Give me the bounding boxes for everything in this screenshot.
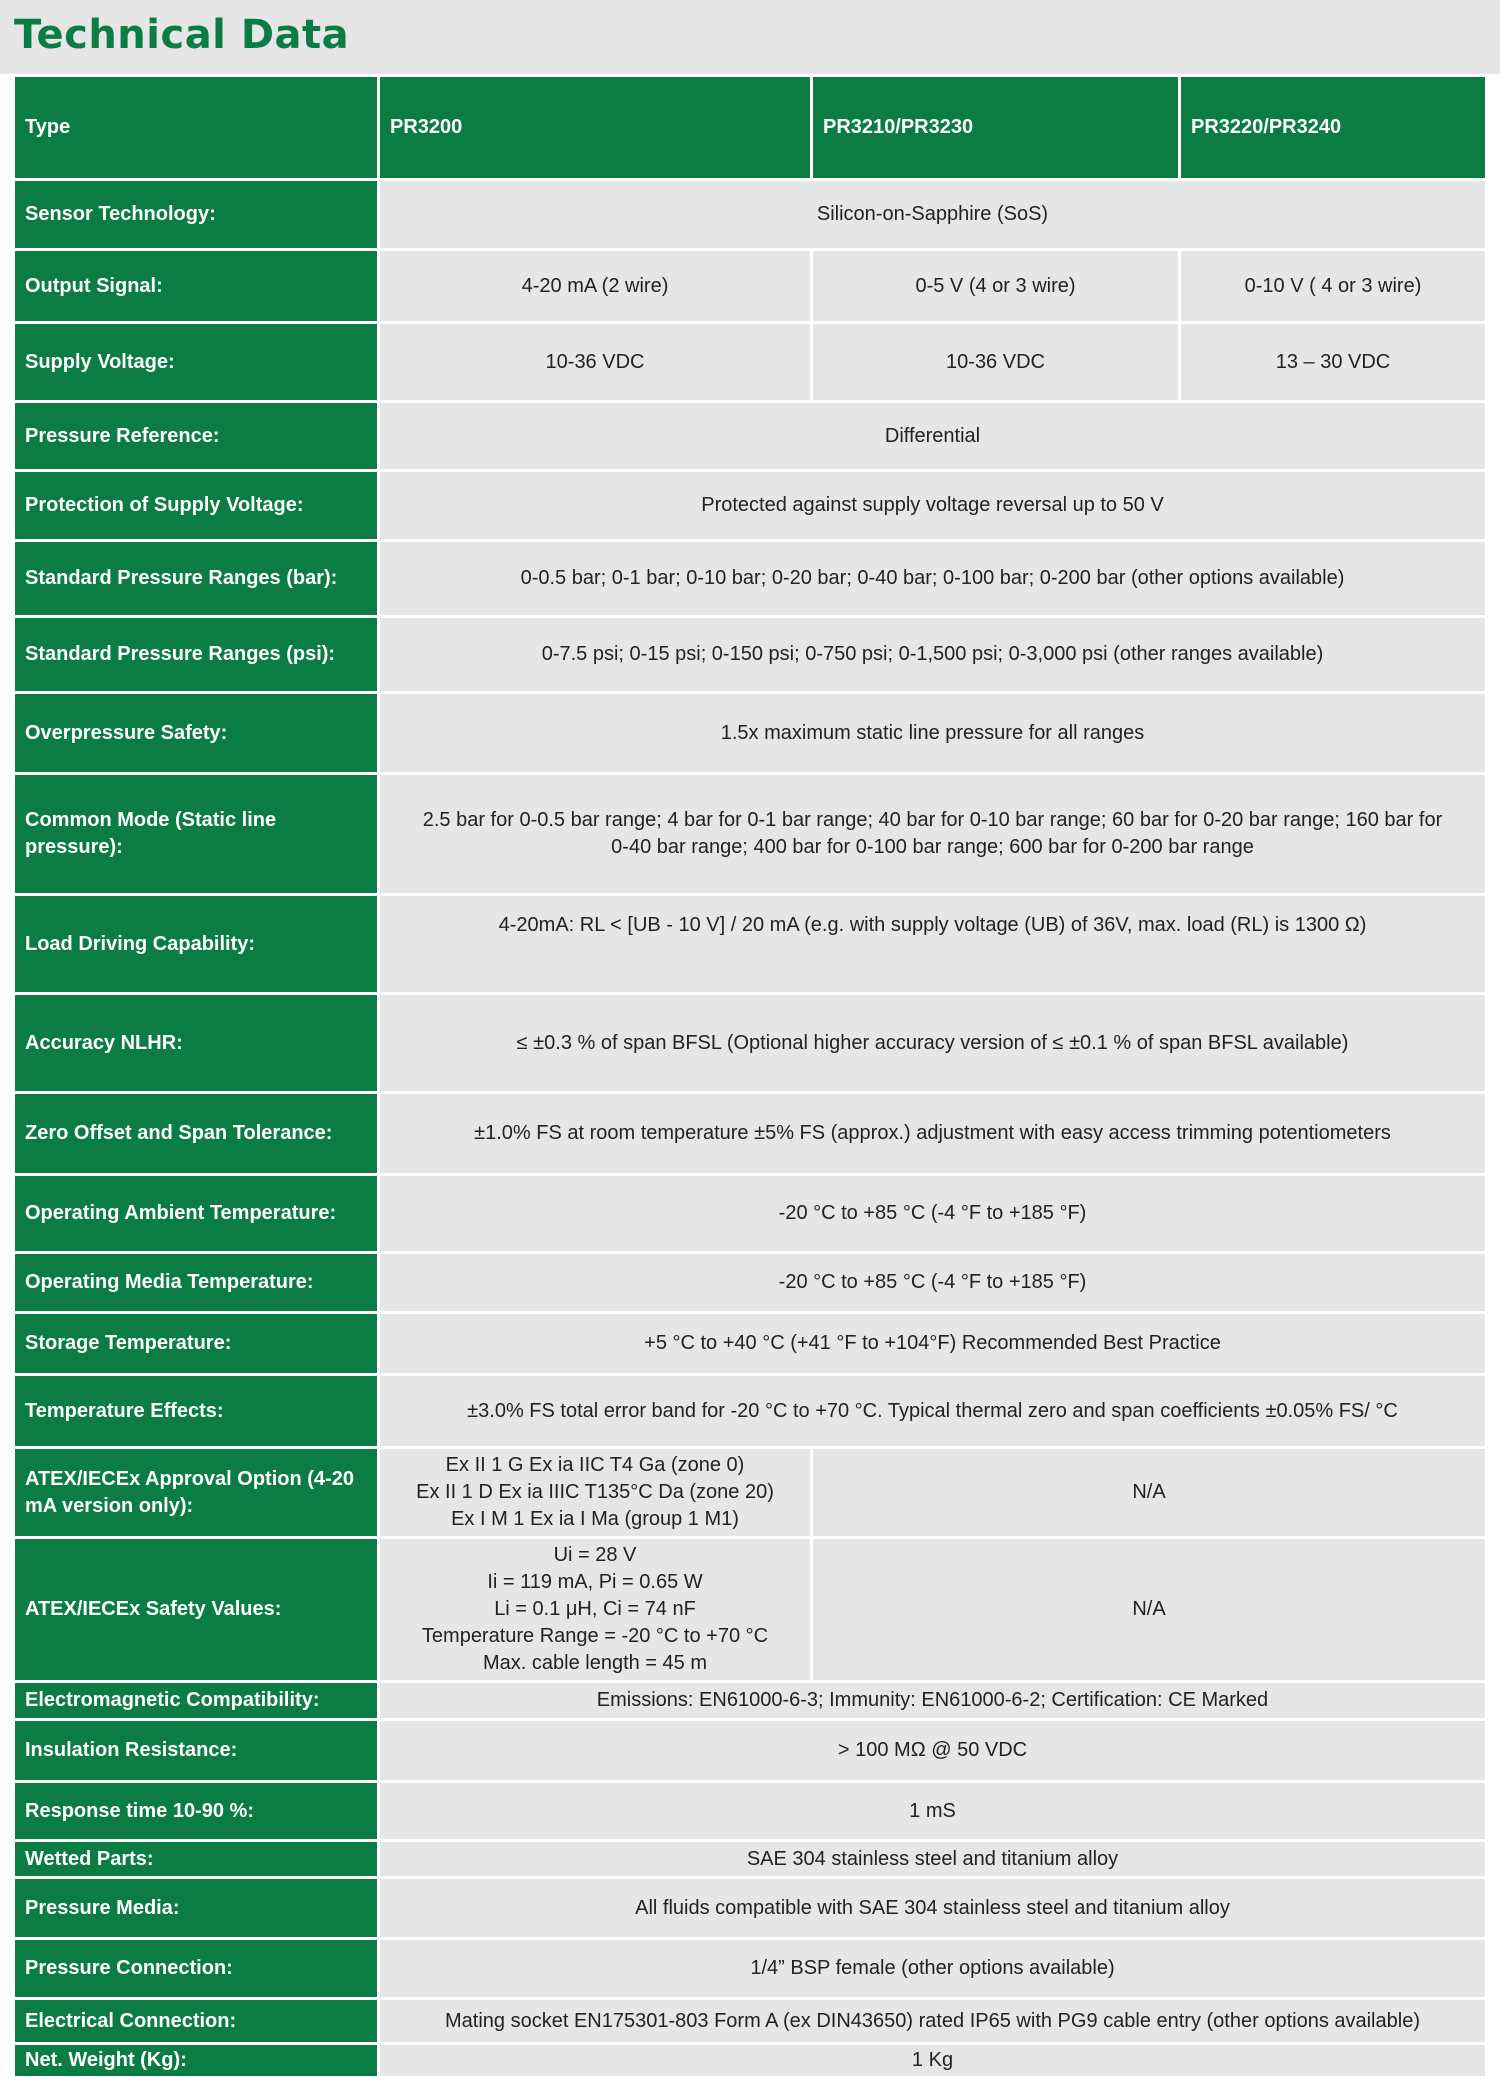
- table-row: [14, 2044, 1487, 2078]
- row-value: Silicon-on-Sapphire (SoS): [379, 180, 1487, 250]
- table-row: [14, 895, 1487, 994]
- row-value-pr3200: [379, 1448, 812, 1538]
- row-value-pr3200: [379, 1538, 812, 1682]
- row-value-line: Temperature Range = -20 °C to +70 °C: [421, 1625, 769, 1647]
- table-row: [14, 1782, 1487, 1841]
- table-row: [14, 774, 1487, 895]
- row-value-line: Ui = 28 V: [553, 1544, 637, 1566]
- table-row: [14, 1682, 1487, 1720]
- header-pr3220-pr3240: PR3220/PR3240: [1180, 76, 1487, 180]
- row-value-line: Ex II 1 G Ex ia IIC T4 Ga (zone 0): [445, 1454, 745, 1476]
- row-label: Supply Voltage:: [14, 323, 379, 402]
- row-label: Pressure Media:: [14, 1878, 379, 1939]
- row-value: 1 mS: [379, 1782, 1487, 1841]
- row-label: Operating Ambient Temperature:: [14, 1175, 379, 1253]
- row-value: 4-20mA: RL < [UB - 10 V] / 20 mA (e.g. with supply voltage (UB) of 36V, max. load (RL) is 1300 Ω): [379, 895, 1487, 994]
- row-label: Output Signal:: [14, 250, 379, 323]
- table-row: [14, 1720, 1487, 1782]
- row-value: Emissions: EN61000-6-3; Immunity: EN61000-6-2; Certification: CE Marked: [379, 1682, 1487, 1720]
- table-header-row: [14, 76, 1487, 180]
- table-row: [14, 1313, 1487, 1375]
- technical-data-table: [12, 74, 1488, 2079]
- table-row: [14, 1841, 1487, 1878]
- row-label: Zero Offset and Span Tolerance:: [14, 1093, 379, 1175]
- row-value-pr3210: 0-5 V (4 or 3 wire): [812, 250, 1180, 323]
- table-row: [14, 1939, 1487, 1999]
- row-label: Insulation Resistance:: [14, 1720, 379, 1782]
- row-label: Electromagnetic Compatibility:: [14, 1682, 379, 1720]
- row-label: Electrical Connection:: [14, 1999, 379, 2044]
- table-row: [14, 1999, 1487, 2044]
- table-row: [14, 693, 1487, 774]
- table-row: [14, 402, 1487, 471]
- table-row: [14, 250, 1487, 323]
- row-label: Load Driving Capability:: [14, 895, 379, 994]
- row-value: 1/4” BSP female (other options available): [379, 1939, 1487, 1999]
- header-pr3210-pr3230: PR3210/PR3230: [812, 76, 1180, 180]
- table-row: [14, 180, 1487, 250]
- row-value-pr3200: 10-36 VDC: [379, 323, 812, 402]
- row-label: Wetted Parts:: [14, 1841, 379, 1878]
- row-value-line: 2.5 bar for 0-0.5 bar range; 4 bar for 0-1 bar range; 40 bar for 0-10 bar range; 60 bar for 0-20 bar range; 160 bar for: [422, 809, 1443, 831]
- row-label: Protection of Supply Voltage:: [14, 471, 379, 541]
- row-value-pr3220: 0-10 V ( 4 or 3 wire): [1180, 250, 1487, 323]
- row-value: > 100 MΩ @ 50 VDC: [379, 1720, 1487, 1782]
- row-value-line: 0-40 bar range; 400 bar for 0-100 bar range; 600 bar for 0-200 bar range: [611, 836, 1254, 858]
- row-value-line: Ex II 1 D Ex ia IIIC T135°C Da (zone 20): [416, 1481, 774, 1503]
- row-label: [14, 1448, 379, 1538]
- row-value-na: N/A: [812, 1538, 1487, 1682]
- row-label: Net. Weight (Kg):: [14, 2044, 379, 2078]
- title-bar: [0, 0, 1500, 74]
- table-row: [14, 1175, 1487, 1253]
- row-value: SAE 304 stainless steel and titanium alloy: [379, 1841, 1487, 1878]
- row-value: [379, 774, 1487, 895]
- row-value-pr3210: 10-36 VDC: [812, 323, 1180, 402]
- row-value-line: Max. cable length = 45 m: [482, 1652, 707, 1674]
- table-row: [14, 471, 1487, 541]
- row-label: [14, 774, 379, 895]
- table-row: [14, 323, 1487, 402]
- row-value: ≤ ±0.3 % of span BFSL (Optional higher accuracy version of ≤ ±0.1 % of span BFSL available): [379, 994, 1487, 1093]
- row-label: Sensor Technology:: [14, 180, 379, 250]
- row-label: Storage Temperature:: [14, 1313, 379, 1375]
- table-row: [14, 1253, 1487, 1313]
- row-label: Accuracy NLHR:: [14, 994, 379, 1093]
- table-row: [14, 1878, 1487, 1939]
- row-label: Standard Pressure Ranges (bar):: [14, 541, 379, 617]
- row-label-line: mA version only):: [25, 1494, 194, 1517]
- row-value: ±3.0% FS total error band for -20 °C to +70 °C. Typical thermal zero and span coefficients ±0.05% FS/ °C: [379, 1375, 1487, 1448]
- row-value: 1 Kg: [379, 2044, 1487, 2078]
- row-value: Differential: [379, 402, 1487, 471]
- row-label: Temperature Effects:: [14, 1375, 379, 1448]
- header-type: Type: [14, 76, 379, 180]
- row-value-pr3200: 4-20 mA (2 wire): [379, 250, 812, 323]
- row-label-line: pressure):: [25, 836, 123, 858]
- row-label: Standard Pressure Ranges (psi):: [14, 617, 379, 693]
- table-row: [14, 1538, 1487, 1682]
- table-row: [14, 994, 1487, 1093]
- row-label-line: Common Mode (Static line: [25, 809, 277, 831]
- row-value: 0-7.5 psi; 0-15 psi; 0-150 psi; 0-750 psi; 0-1,500 psi; 0-3,000 psi (other ranges available): [379, 617, 1487, 693]
- row-label: ATEX/IECEx Safety Values:: [14, 1538, 379, 1682]
- table-row: [14, 1448, 1487, 1538]
- header-pr3200: PR3200: [379, 76, 812, 180]
- row-label: Response time 10-90 %:: [14, 1782, 379, 1841]
- row-value: 1.5x maximum static line pressure for all ranges: [379, 693, 1487, 774]
- table-row: [14, 1093, 1487, 1175]
- table-row: [14, 617, 1487, 693]
- table-row: [14, 541, 1487, 617]
- row-value: 0-0.5 bar; 0-1 bar; 0-10 bar; 0-20 bar; 0-40 bar; 0-100 bar; 0-200 bar (other options available): [379, 541, 1487, 617]
- row-value: +5 °C to +40 °C (+41 °F to +104°F) Recommended Best Practice: [379, 1313, 1487, 1375]
- row-value-line: Li = 0.1 μH, Ci = 74 nF: [494, 1598, 696, 1620]
- row-label: Overpressure Safety:: [14, 693, 379, 774]
- row-value: All fluids compatible with SAE 304 stainless steel and titanium alloy: [379, 1878, 1487, 1939]
- table-row: [14, 1375, 1487, 1448]
- row-value: -20 °C to +85 °C (-4 °F to +185 °F): [379, 1253, 1487, 1313]
- row-value-pr3220: 13 – 30 VDC: [1180, 323, 1487, 402]
- row-value: ±1.0% FS at room temperature ±5% FS (approx.) adjustment with easy access trimming potentiometers: [379, 1093, 1487, 1175]
- page-title: Technical Data: [14, 12, 350, 58]
- row-value: -20 °C to +85 °C (-4 °F to +185 °F): [379, 1175, 1487, 1253]
- row-value-na: N/A: [812, 1448, 1487, 1538]
- row-label: Pressure Reference:: [14, 402, 379, 471]
- row-label: Operating Media Temperature:: [14, 1253, 379, 1313]
- row-value: Mating socket EN175301-803 Form A (ex DIN43650) rated IP65 with PG9 cable entry (other options available): [379, 1999, 1487, 2044]
- row-value: Protected against supply voltage reversal up to 50 V: [379, 471, 1487, 541]
- row-label: Pressure Connection:: [14, 1939, 379, 1999]
- row-value-line: Ex I M 1 Ex ia I Ma (group 1 M1): [451, 1508, 739, 1530]
- row-value-line: Ii = 119 mA, Pi = 0.65 W: [487, 1571, 703, 1593]
- row-label-line: ATEX/IECEx Approval Option (4-20: [25, 1467, 354, 1490]
